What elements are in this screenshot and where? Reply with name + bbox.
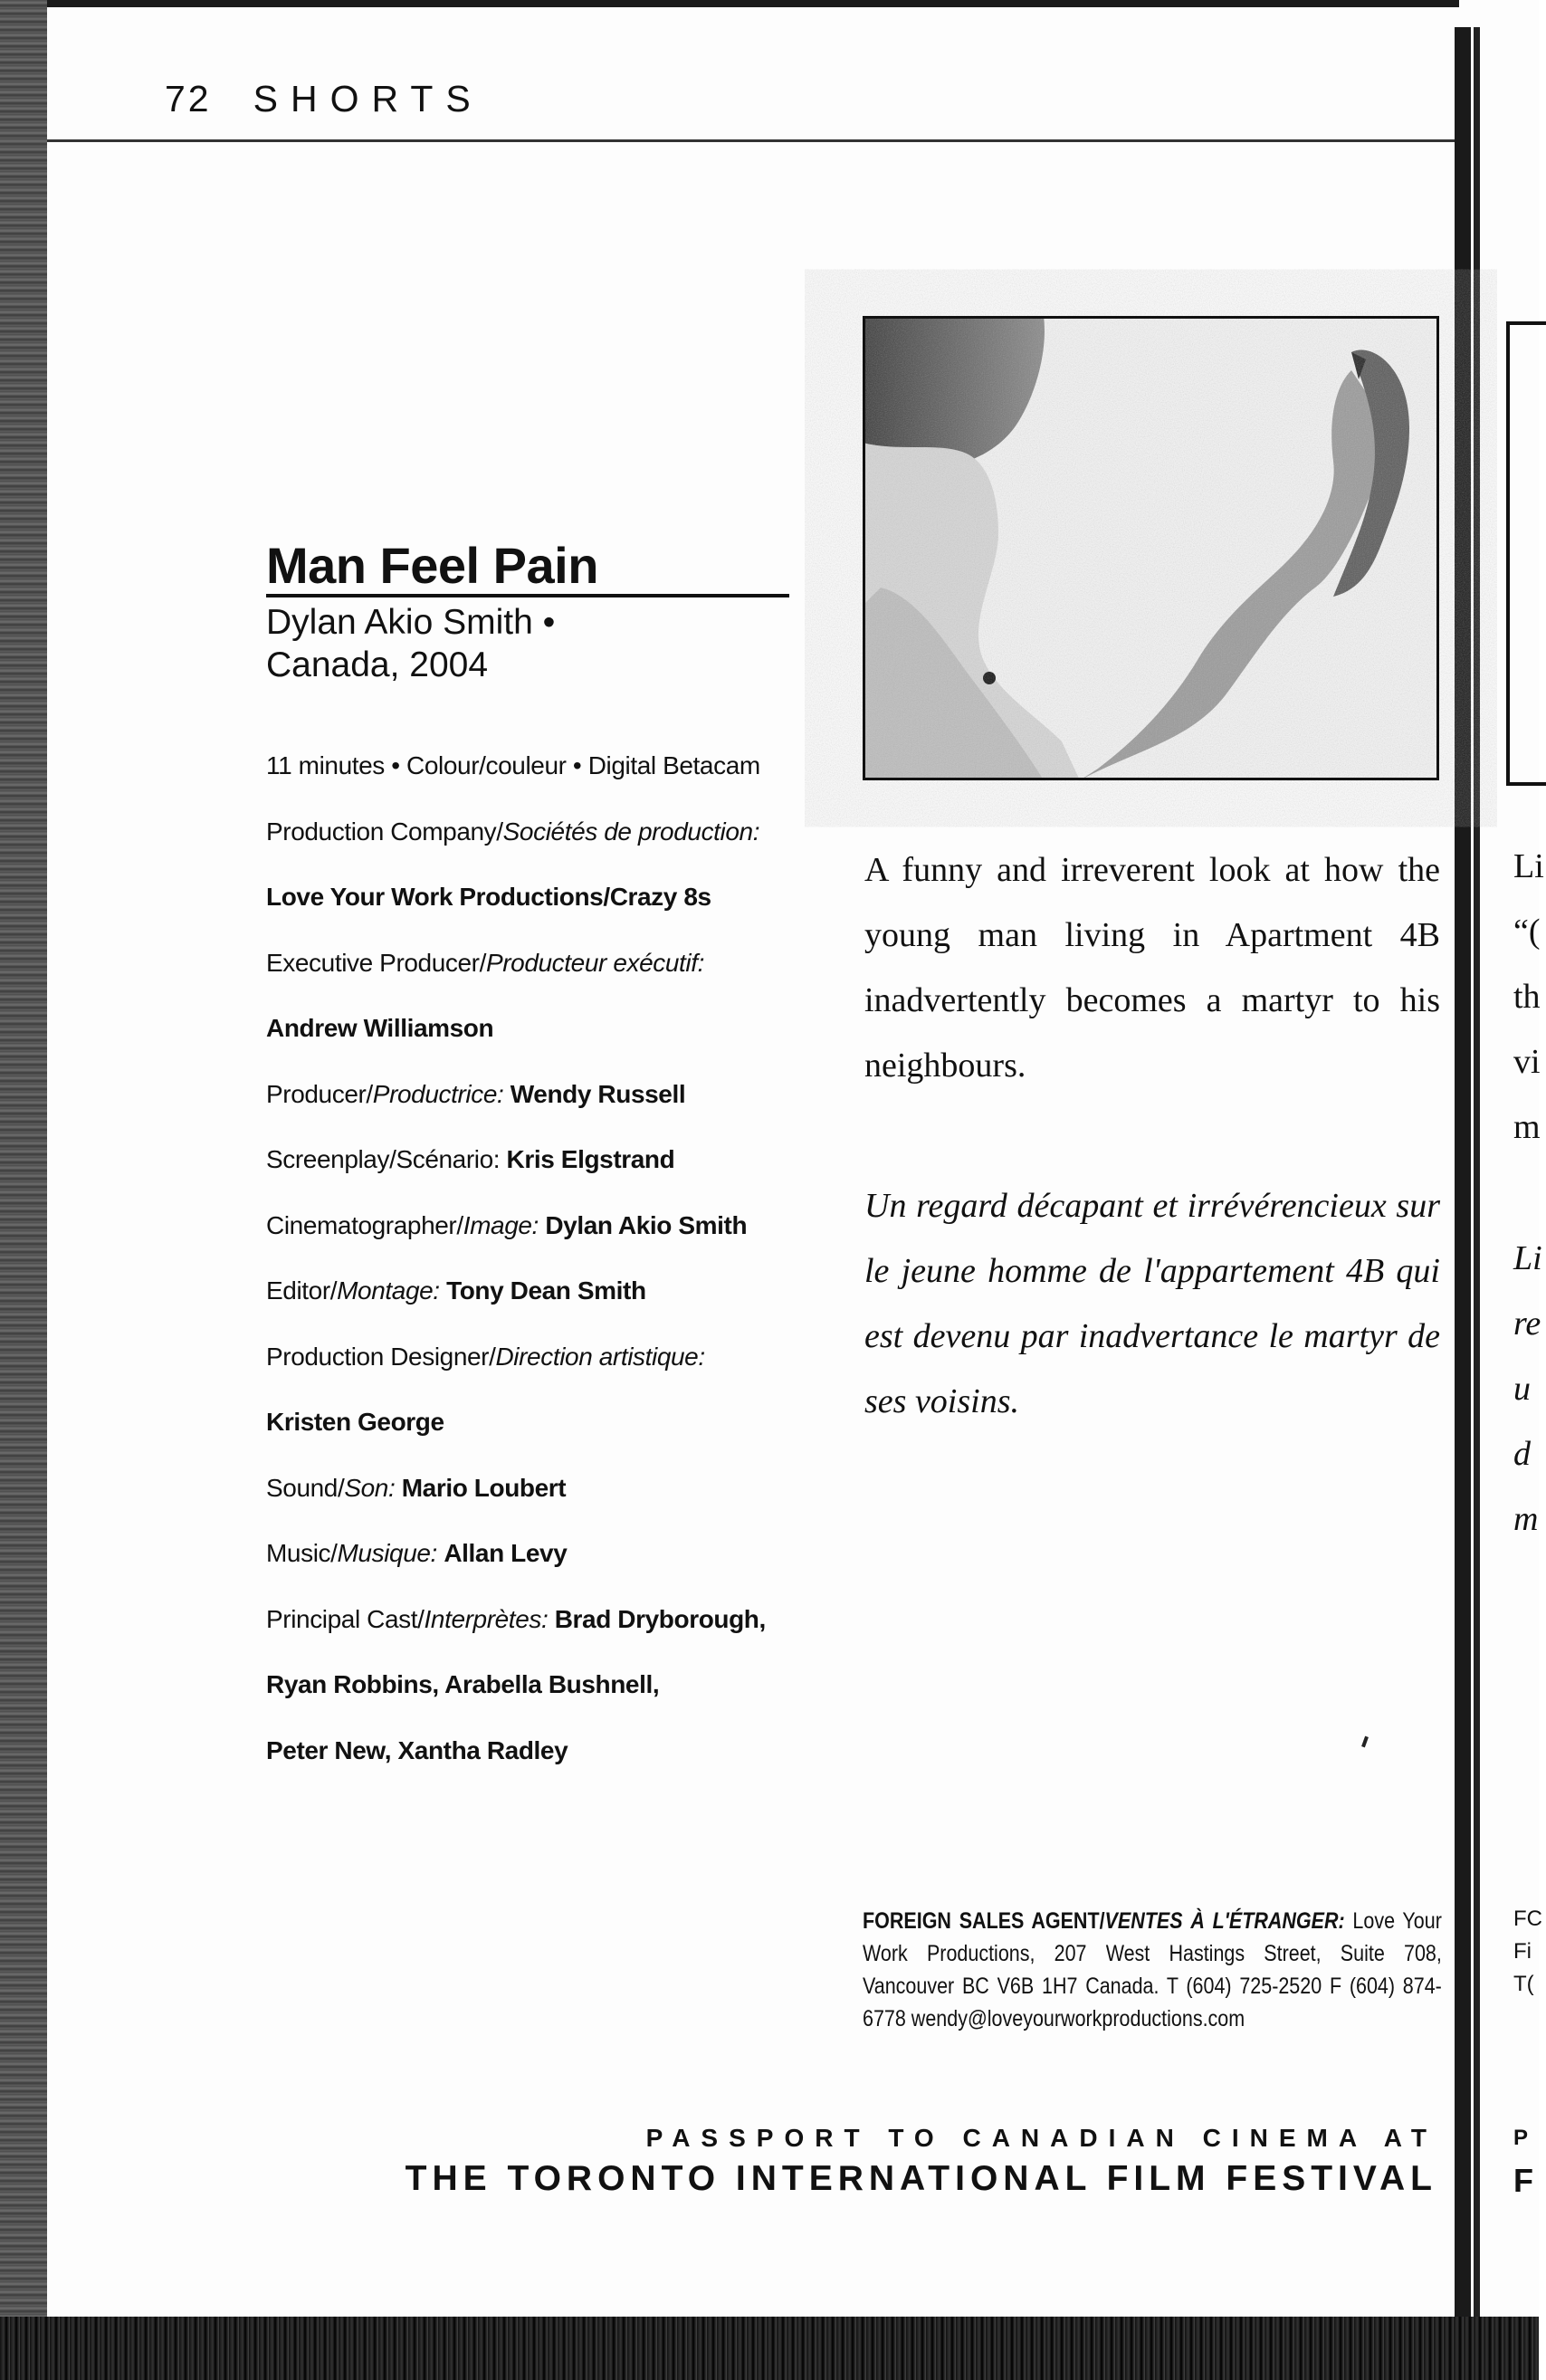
section-title: SHORTS xyxy=(253,78,483,119)
sales-agent-block xyxy=(863,1905,1442,2035)
next-page-text: FC xyxy=(1513,1907,1542,1931)
title-rule xyxy=(266,594,789,597)
page-number: 72 xyxy=(165,78,212,119)
page-gutter xyxy=(1455,27,1471,2354)
director-name: Dylan Akio Smith • xyxy=(266,603,556,642)
designer-label: Production Designer/Direction artistique: xyxy=(266,1342,705,1371)
credits-list xyxy=(266,750,845,1800)
film-still-image xyxy=(863,316,1439,780)
production-company-label: Production Company/Sociétés de production: xyxy=(266,817,760,846)
sound-credit: Sound/Son: Mario Loubert xyxy=(266,1473,567,1502)
editor-credit: Editor/Montage: Tony Dean Smith xyxy=(266,1276,646,1305)
next-page-text: u xyxy=(1513,1370,1531,1408)
page-gutter-inner xyxy=(1474,27,1480,2354)
footer-line-2: THE TORONTO INTERNATIONAL FILM FESTIVAL xyxy=(405,2159,1437,2198)
synopsis-en: A funny and irreverent look at how the young man living in Apartment 4B inadvertently becomes a martyr to his neighbours. xyxy=(864,851,1440,1085)
next-page-text: Fi xyxy=(1513,1939,1532,1964)
scan-top-edge xyxy=(47,0,1459,7)
cast-line-3: Peter New, Xantha Radley xyxy=(266,1735,568,1764)
sales-agent-label: FOREIGN SALES AGENT/VENTES À L'ÉTRANGER: xyxy=(863,1908,1345,1934)
next-page-text: P xyxy=(1513,2126,1529,2150)
cast-line-2: Ryan Robbins, Arabella Bushnell, xyxy=(266,1670,660,1698)
cast-credit: Principal Cast/Interprètes: Brad Dryborough, xyxy=(266,1604,766,1633)
film-title: Man Feel Pain xyxy=(266,537,598,594)
designer: Kristen George xyxy=(266,1408,444,1436)
next-page-text: th xyxy=(1513,978,1541,1016)
scan-bottom-edge xyxy=(0,2317,1539,2380)
next-page-text: d xyxy=(1513,1435,1531,1473)
page-header xyxy=(165,78,483,120)
next-page-text: “( xyxy=(1513,913,1541,951)
country-year: Canada, 2004 xyxy=(266,645,489,684)
production-company: Love Your Work Productions/Crazy 8s xyxy=(266,883,711,911)
header-rule xyxy=(47,139,1455,142)
exec-producer: Andrew Williamson xyxy=(266,1014,494,1042)
exec-producer-label: Executive Producer/Producteur exécutif: xyxy=(266,948,704,977)
cinematographer-credit: Cinematographer/Image: Dylan Akio Smith xyxy=(266,1210,748,1239)
music-credit: Music/Musique: Allan Levy xyxy=(266,1539,568,1567)
next-page-text: vi xyxy=(1513,1043,1541,1081)
sales-agent-text: Love Your Work Productions, 207 West Hastings Street, Suite 708, Vancouver BC V6B 1H7 Canada. T (604) 725-2520 F (604) 874-6778 wendy@loveyourworkproductions.com xyxy=(863,1908,1442,2031)
next-page-text: Li xyxy=(1513,847,1544,885)
next-page-text: re xyxy=(1513,1305,1541,1343)
producer-credit: Producer/Productrice: Wendy Russell xyxy=(266,1079,686,1108)
director-line xyxy=(266,601,773,686)
scan-left-edge xyxy=(0,0,47,2380)
screenplay-credit: Screenplay/Scénario: Kris Elgstrand xyxy=(266,1145,675,1173)
next-page-text: m xyxy=(1513,1500,1539,1538)
next-page-photo-frame xyxy=(1506,321,1546,786)
next-page-text: F xyxy=(1513,2162,1533,2199)
next-page-text: T( xyxy=(1513,1972,1534,1996)
film-specs: 11 minutes • Colour/couleur • Digital Betacam xyxy=(266,751,760,779)
footer-line-1: PASSPORT TO CANADIAN CINEMA AT xyxy=(645,2124,1437,2152)
synopsis-fr: Un regard décapant et irrévérencieux sur le jeune homme de l'appartement 4B qui est devenu par inadvertance le martyr de ses voisins. xyxy=(864,1187,1440,1420)
film-still xyxy=(863,316,1439,780)
print-speck xyxy=(1361,1736,1369,1748)
next-page-text: m xyxy=(1513,1108,1541,1146)
next-page-text: Li xyxy=(1513,1239,1542,1277)
next-page-edge xyxy=(1503,0,1544,2380)
